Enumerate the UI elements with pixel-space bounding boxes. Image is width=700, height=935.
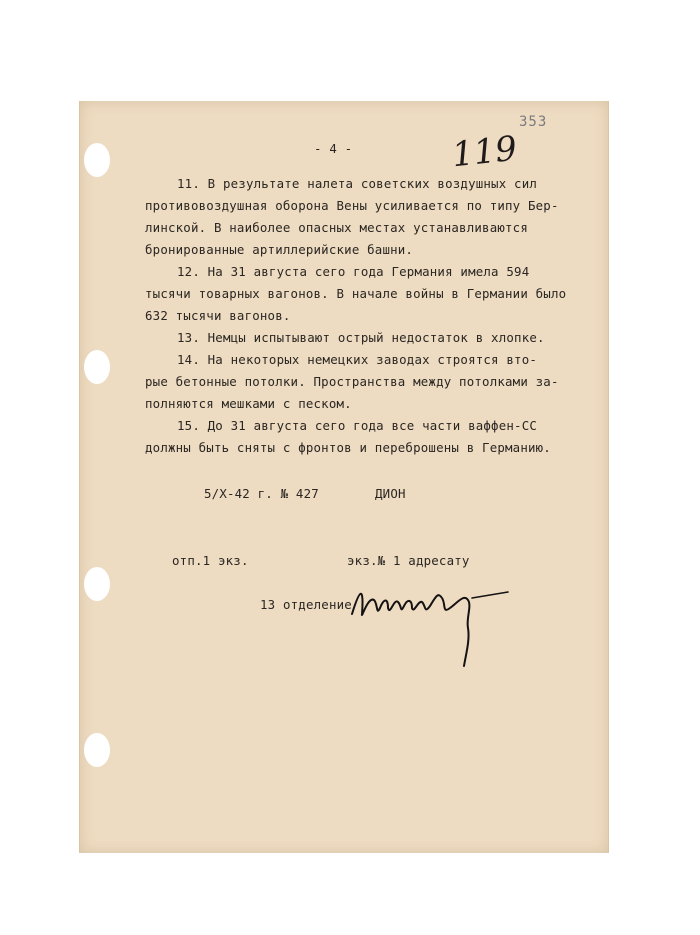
- text-line: 13. Немцы испытывают острый недостаток в хлопке.: [177, 330, 545, 345]
- document-reference: 5/X-42 г. № 427: [204, 486, 319, 501]
- punch-hole: [84, 143, 110, 177]
- text-line: 15. До 31 августа сего года все части ваффен-СС: [177, 418, 538, 433]
- text-line: бронированные артиллерийские башни.: [145, 242, 414, 257]
- punch-hole: [84, 733, 110, 767]
- text-line: 14. На некоторых немецких заводах строятся вто-: [177, 352, 538, 367]
- text-line: противовоздушная оборона Вены усиливается по типу Бер-: [145, 198, 559, 213]
- text-line: рые бетонные потолки. Пространства между потолками за-: [145, 374, 559, 389]
- codename: ДИОН: [375, 486, 406, 501]
- text-line: линской. В наиболее опасных местах устанавливаются: [145, 220, 528, 235]
- copies-sent: отп.1 экз.: [172, 553, 249, 568]
- archive-number: 353: [519, 114, 548, 130]
- punch-hole: [84, 350, 110, 384]
- punch-hole: [84, 567, 110, 601]
- text-line: 12. На 31 августа сего года Германия имела 594: [177, 264, 530, 279]
- department: 13 отделение: [260, 597, 352, 612]
- page-marker: - 4 -: [314, 141, 353, 156]
- text-line: 11. В результате налета советских воздушных сил: [177, 176, 538, 191]
- document-page: [79, 101, 609, 853]
- text-line: полняются мешками с песком.: [145, 396, 352, 411]
- text-line: тысячи товарных вагонов. В начале войны в Германии было: [145, 286, 567, 301]
- handwritten-signature: [346, 578, 516, 668]
- copy-note: экз.№ 1 адресату: [347, 553, 470, 568]
- text-line: 632 тысячи вагонов.: [145, 308, 291, 323]
- text-line: должны быть сняты с фронтов и переброшены в Германию.: [145, 440, 551, 455]
- handwritten-page-number: 119: [450, 128, 519, 176]
